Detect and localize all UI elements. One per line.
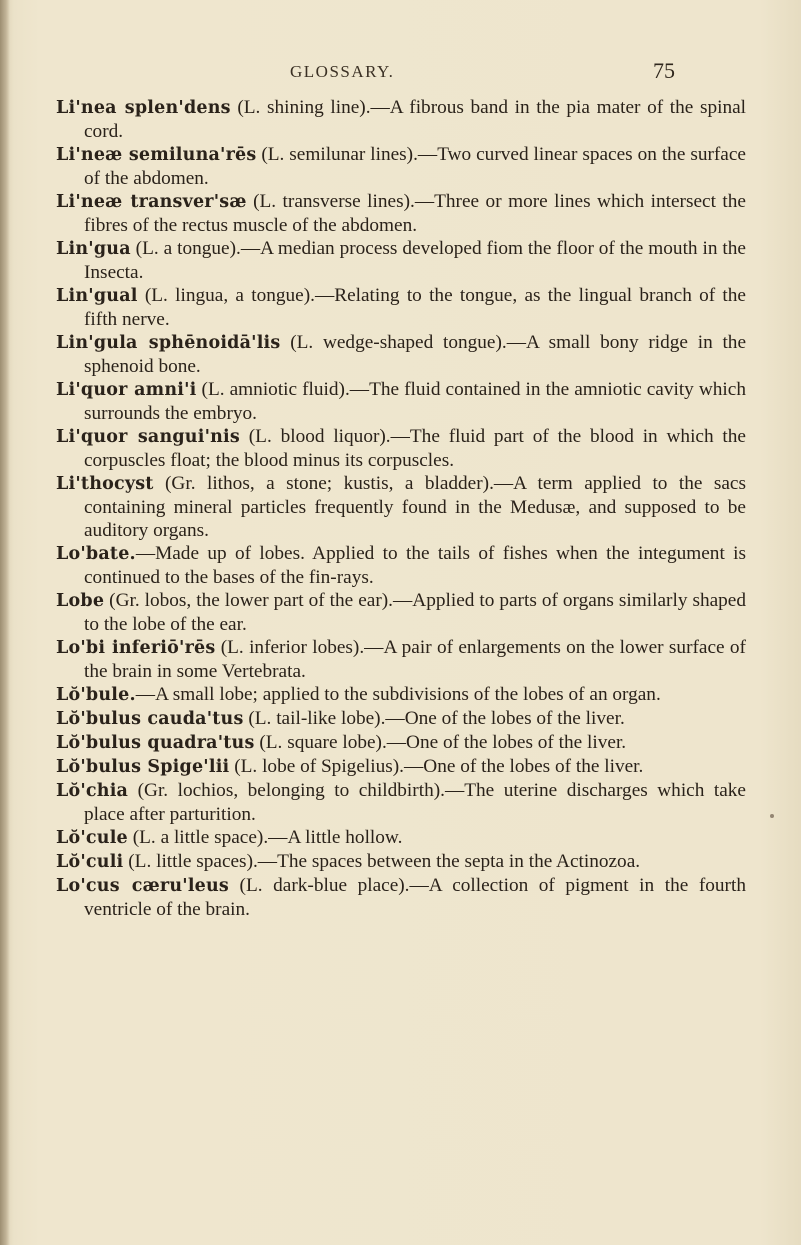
entry-definition: (L. lobe of Spigelius).—One of the lobes of the liver. — [229, 756, 644, 777]
entry-definition: (L. shining line).—A fibrous band in the pia mater of the spinal cord. — [84, 97, 746, 142]
entry-term: Li'nea splen'dens — [56, 98, 231, 118]
entry-term: Lŏ'cule — [56, 828, 128, 848]
entry-term: Lŏ'chia — [56, 781, 129, 801]
glossary-entry — [56, 472, 746, 542]
entry-term: Lin'gula sphēnoidā'lis — [56, 333, 281, 353]
glossary-entry — [56, 850, 746, 874]
entry-definition: (L. semilunar lines).—Two curved linear spaces on the surface of the abdomen. — [84, 144, 746, 189]
glossary-entry — [56, 755, 746, 779]
glossary-entry — [56, 707, 746, 731]
entry-definition: —Made up of lobes. Applied to the tails of fishes when the integument is continued to the bases of the fin-rays. — [84, 543, 746, 588]
glossary-entry — [56, 96, 746, 143]
entry-term: Li'thocyst — [56, 474, 154, 494]
entry-term: Li'neæ transver'sæ — [56, 192, 247, 212]
page-gutter-shadow — [0, 0, 10, 1245]
entry-definition: (L. wedge-shaped tongue).—A small bony ridge in the sphenoid bone. — [84, 332, 747, 377]
glossary-entry — [56, 237, 746, 284]
glossary-entry — [56, 284, 746, 331]
entry-term: Lobe — [56, 591, 105, 611]
entry-definition: (L. inferior lobes).—A pair of enlargements on the lower surface of the brain in some Vertebrata. — [84, 637, 746, 682]
entry-term: Lo'cus cæru'leus — [56, 876, 229, 896]
entry-definition: (L. a little space).—A little hollow. — [127, 827, 403, 848]
page-header — [0, 58, 801, 88]
entry-definition: (L. transverse lines).—Three or more lines which intersect the fibres of the rectus muscle of the abdomen. — [84, 191, 746, 236]
entry-term: Lin'gua — [56, 239, 131, 259]
entry-term: Lŏ'bulus cauda'tus — [56, 709, 244, 729]
glossary-entry — [56, 331, 746, 378]
glossary-entry — [56, 542, 746, 589]
entry-definition: (L. dark-blue place).—A collection of pigment in the fourth ventricle of the brain. — [84, 875, 746, 920]
entry-definition: (L. amniotic fluid).—The fluid contained in the amniotic cavity which surrounds the embryo. — [84, 379, 746, 424]
entry-definition: —A small lobe; applied to the subdivisions of the lobes of an organ. — [135, 684, 661, 705]
glossary-entry — [56, 378, 746, 425]
running-head: GLOSSARY. — [290, 62, 395, 81]
entry-term: Li'quor sangui'nis — [56, 427, 240, 447]
glossary-entry — [56, 143, 746, 190]
entry-definition: (L. tail-like lobe).—One of the lobes of the liver. — [243, 708, 625, 729]
glossary-entry — [56, 683, 746, 707]
entry-term: Lŏ'bule. — [56, 685, 136, 705]
glossary-entries — [56, 96, 746, 921]
glossary-entry — [56, 636, 746, 683]
glossary-entry — [56, 190, 746, 237]
glossary-entry — [56, 779, 746, 826]
glossary-entry — [56, 589, 746, 636]
entry-term: Lin'gual — [56, 286, 138, 306]
entry-definition: (L. little spaces).—The spaces between the septa in the Actinozoa. — [123, 851, 641, 872]
entry-term: Lŏ'bulus Spige'lii — [56, 757, 230, 777]
page-number: 75 — [653, 58, 675, 83]
entry-definition: (Gr. lithos, a stone; kustis, a bladder).—A term applied to the sacs containing mineral particles frequently found in the Medusæ, and supposed to be auditory organs. — [84, 473, 746, 541]
entry-definition: (Gr. lochios, belonging to childbirth).—The uterine discharges which take place after parturition. — [84, 780, 746, 825]
glossary-entry — [56, 425, 746, 472]
entry-term: Li'neæ semiluna'rēs — [56, 145, 257, 165]
entry-definition: (L. square lobe).—One of the lobes of the liver. — [254, 732, 627, 753]
entry-definition: (L. a tongue).—A median process developed fiom the floor of the mouth in the Insecta. — [84, 238, 746, 283]
entry-term: Lŏ'bulus quadra'tus — [56, 733, 255, 753]
print-speck — [770, 814, 774, 818]
entry-term: Li'quor amni'i — [56, 380, 197, 400]
glossary-entry — [56, 826, 746, 850]
entry-definition: (L. lingua, a tongue).—Relating to the tongue, as the lingual branch of the fifth nerve. — [84, 285, 746, 330]
entry-definition: (Gr. lobos, the lower part of the ear).—Applied to parts of organs similarly shaped to the lobe of the ear. — [84, 590, 746, 635]
entry-term: Lo'bate. — [56, 544, 136, 564]
entry-term: Lŏ'culi — [56, 852, 124, 872]
entry-term: Lo'bi inferiō'rēs — [56, 638, 216, 658]
glossary-entry — [56, 874, 746, 921]
entry-definition: (L. blood liquor).—The fluid part of the blood in which the corpuscles float; the blood minus its corpuscles. — [84, 426, 746, 471]
glossary-entry — [56, 731, 746, 755]
